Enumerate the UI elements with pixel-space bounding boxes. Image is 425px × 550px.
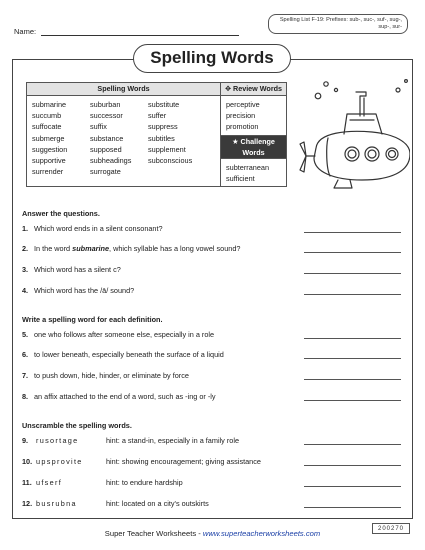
- spelling-word: suffer: [148, 111, 167, 121]
- question-text-part: , which syllable has a long vowel sound?: [109, 244, 241, 253]
- question-text: to push down, hide, hinder, or eliminate by force: [34, 371, 189, 380]
- question-row: [22, 330, 412, 339]
- question-row: [22, 265, 412, 274]
- question-text-part: Which word has the /ā/ sound?: [34, 286, 135, 295]
- footer-text: Super Teacher Worksheets -: [104, 529, 203, 538]
- question-number: 11.: [22, 478, 32, 487]
- word-table: [26, 82, 287, 187]
- spelling-word: subconscious: [148, 156, 193, 166]
- question-row: [22, 224, 412, 233]
- spelling-word: submerge: [32, 133, 65, 143]
- spelling-word: supportive: [32, 156, 66, 166]
- review-words-header: ✥ Review Words: [221, 83, 287, 96]
- spelling-words-header: Spelling Words: [27, 83, 221, 96]
- answer-line[interactable]: [304, 252, 401, 253]
- spelling-word: supplement: [148, 144, 186, 154]
- review-word: promotion: [226, 122, 259, 132]
- worksheet-code: 200270: [372, 523, 410, 534]
- answer-line[interactable]: [304, 358, 401, 359]
- question-text: an affix attached to the end of a word, such as -ing or -ly: [34, 392, 216, 401]
- scrambled-word: busrubna: [36, 499, 77, 508]
- question-row: [22, 457, 412, 466]
- question-number: 2.: [22, 244, 29, 253]
- list-info-badge: Spelling List F-19: Prefixes: sub-, suc-, suf-, sug-, sup-, sur-: [268, 14, 408, 34]
- hint-text: hint: located on a city's outskirts: [106, 499, 209, 508]
- question-row: [22, 478, 412, 487]
- spelling-word: substance: [90, 133, 124, 143]
- answer-line[interactable]: [304, 465, 401, 466]
- spelling-word: suppress: [148, 122, 178, 132]
- hint-text: hint: showing encouragement; giving assistance: [106, 457, 261, 466]
- answer-line[interactable]: [304, 379, 401, 380]
- submarine-icon: [298, 76, 410, 194]
- name-field[interactable]: [41, 28, 239, 36]
- challenge-words-list: [221, 159, 286, 186]
- spelling-word: suggestion: [32, 144, 68, 154]
- section-3-heading: Unscramble the spelling words.: [22, 421, 132, 430]
- review-word: precision: [226, 111, 256, 121]
- spelling-word: suburban: [90, 100, 121, 109]
- question-text: [34, 224, 163, 233]
- question-number: 4.: [22, 286, 29, 295]
- question-text: to lower beneath, especially beneath the surface of a liquid: [34, 350, 224, 359]
- question-text: [34, 244, 240, 253]
- spelling-word: substitute: [148, 100, 180, 109]
- review-word: perceptive: [226, 100, 260, 109]
- page-title: Spelling Words: [133, 44, 291, 73]
- question-row: [22, 499, 412, 508]
- challenge-word: subterranean: [226, 162, 270, 172]
- question-text-part: In the word: [34, 244, 73, 253]
- spelling-word: successor: [90, 111, 123, 121]
- hint-text: hint: a stand-in, especially in a family role: [106, 436, 240, 445]
- question-number: 12.: [22, 499, 33, 508]
- footer-url[interactable]: www.superteacherworksheets.com: [202, 529, 321, 538]
- spelling-word: surrender: [32, 167, 64, 177]
- spelling-word: succumb: [32, 111, 62, 121]
- answer-line[interactable]: [304, 507, 401, 508]
- question-number: 5.: [22, 330, 29, 339]
- name-row: [14, 27, 239, 36]
- question-number: 3.: [22, 265, 29, 274]
- question-number: 9.: [22, 436, 29, 445]
- answer-line[interactable]: [304, 294, 401, 295]
- question-text-part: Which word ends in a silent consonant?: [34, 224, 163, 233]
- scrambled-word: ufserf: [36, 478, 63, 487]
- spelling-word: suffix: [90, 122, 107, 132]
- scrambled-word: rusortage: [36, 436, 79, 445]
- scrambled-word: upsprovite: [36, 457, 83, 466]
- spelling-word: surrogate: [90, 167, 121, 177]
- question-number: 7.: [22, 371, 29, 380]
- section-2-heading: Write a spelling word for each definition.: [22, 315, 163, 324]
- spelling-word: subtitles: [148, 133, 175, 143]
- hint-text: hint: to endure hardship: [106, 478, 183, 487]
- answer-line[interactable]: [304, 232, 401, 233]
- footer: [0, 529, 425, 538]
- section-1-heading: Answer the questions.: [22, 209, 100, 218]
- spelling-word: [148, 166, 215, 177]
- answer-line[interactable]: [304, 273, 401, 274]
- question-text-part: Which word has a silent c?: [34, 265, 121, 274]
- spelling-word: subheadings: [90, 156, 132, 166]
- question-row: [22, 371, 412, 380]
- question-row: [22, 392, 412, 401]
- question-row: [22, 244, 412, 253]
- question-number: 6.: [22, 350, 29, 359]
- question-text: [34, 265, 121, 274]
- answer-line[interactable]: [304, 338, 401, 339]
- question-number: 8.: [22, 392, 29, 401]
- spelling-word: submarine: [32, 100, 67, 109]
- name-label: Name:: [14, 27, 37, 36]
- question-number: 10.: [22, 457, 33, 466]
- answer-line[interactable]: [304, 400, 401, 401]
- question-emphasis: submarine: [72, 244, 110, 253]
- question-row: [22, 436, 412, 445]
- challenge-words-header: ★ Challenge Words: [221, 135, 287, 158]
- question-text: [34, 286, 134, 295]
- challenge-word: sufficient: [226, 173, 255, 183]
- spelling-word: supposed: [90, 144, 122, 154]
- answer-line[interactable]: [304, 486, 401, 487]
- spelling-words-list: [27, 96, 220, 179]
- review-words-list: [221, 96, 286, 135]
- question-row: [22, 350, 412, 359]
- answer-line[interactable]: [304, 444, 401, 445]
- question-text: one who follows after someone else, especially in a role: [34, 330, 215, 339]
- question-number: 1.: [22, 224, 29, 233]
- question-row: [22, 286, 412, 295]
- spelling-word: suffocate: [32, 122, 62, 132]
